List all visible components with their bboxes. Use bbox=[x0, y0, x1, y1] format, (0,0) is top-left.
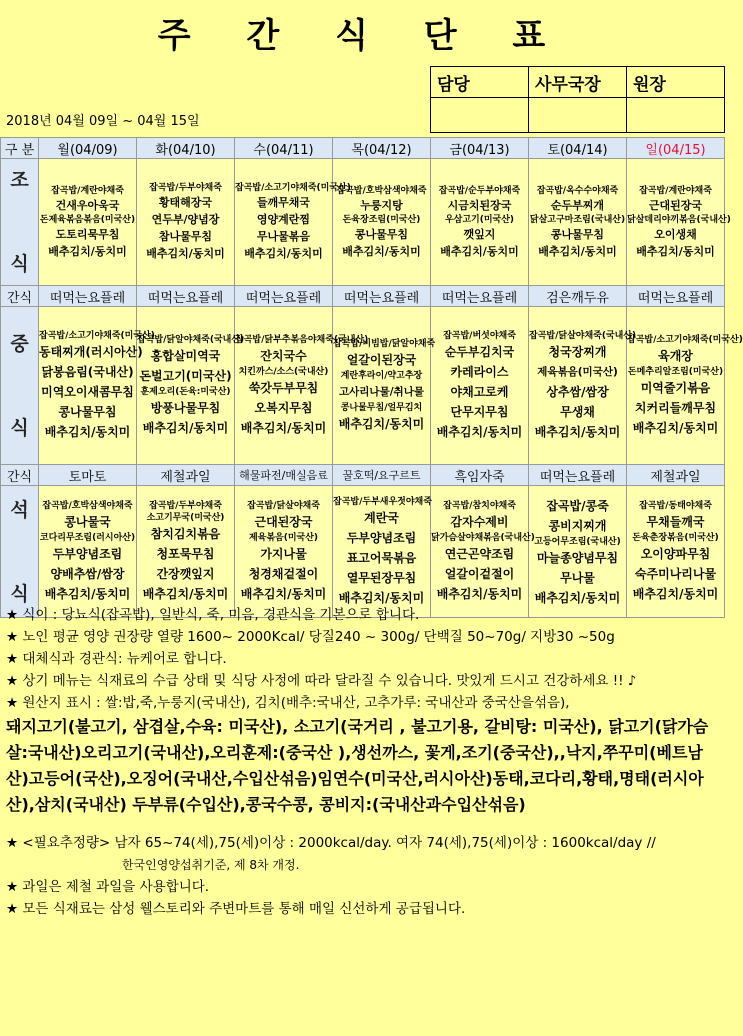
menu-item: 잡곡밥/참치야채죽 bbox=[443, 500, 516, 511]
menu-item: 닭살고구마조림(국내산) bbox=[529, 214, 626, 225]
note-menu-change: ★ 상기 메뉴는 식재료의 수급 상태 및 식당 사정에 따라 달라질 수 있습니다. 맛있게 드시고 건강하세요 !! ♪ bbox=[6, 673, 637, 689]
day-header-2: 수(04/11) bbox=[235, 138, 333, 159]
menu-item: 배추김치/동치미 bbox=[632, 586, 719, 601]
menu-item: 참나물무침 bbox=[158, 230, 213, 243]
menu-item: 잡곡밥/소고기야채죽(미국산) bbox=[235, 183, 351, 193]
menu-item: 제육볶음(미국산) bbox=[537, 365, 618, 378]
snack1-item-0: 떠먹는요플레 bbox=[39, 286, 137, 307]
note-requirement-source: 한국인영양섭취기준, 제 8차 개정. bbox=[122, 858, 300, 872]
approval-manager-label: 사무국장 bbox=[529, 67, 627, 98]
menu-item: 닭살데리야끼볶음(국내산) bbox=[627, 214, 731, 225]
weekly-menu-table bbox=[0, 137, 743, 618]
menu-item: 배추김치/동치미 bbox=[244, 247, 323, 260]
menu-item: 미역오이새콤무침 bbox=[41, 384, 134, 399]
menu-item: 오이생채 bbox=[654, 227, 697, 241]
menu-item: 깻잎지 bbox=[463, 227, 496, 241]
approval-staff-label: 담당 bbox=[431, 67, 529, 98]
menu-item: 시금치된장국 bbox=[447, 198, 512, 212]
menu-item: 콩나물국 bbox=[64, 514, 111, 529]
approval-box bbox=[430, 66, 725, 133]
note-origin-detail: 돼지고기(불고기, 삼겹살,수육: 미국산), 소고기(국거리 , 불고기용, 갈비탕: 미국산), 닭고기(닭가슴살:국내산)오리고기(국내산),오리훈제:(중국산 ),생선까스, 꽃게,조기(중국산),,낙지,쭈꾸미(베트남산)고등어(국산),오징어(국내산,수입산섞음)임연수(미국산,러시아산)동태,코다리,황태,명태(러시아산),삼치(국내산) 두부류(수입산),콩국수콩, 콩비지:(국내산과수입산섞음) bbox=[6, 717, 709, 814]
menu-item: 콩비지찌개 bbox=[548, 518, 607, 533]
menu-item: 청포묵무침 bbox=[156, 546, 215, 561]
snack1-item-3: 떠먹는요플레 bbox=[333, 286, 431, 307]
note-supplier: ★ 모든 식재료는 삼성 웰스토리와 주변마트를 통해 매일 신선하게 공급됩니다. bbox=[6, 901, 466, 917]
menu-item: 콩나물무침/얼무김치 bbox=[340, 402, 423, 413]
snack1-item-1: 떠먹는요플레 bbox=[137, 286, 235, 307]
menu-item: 잔치국수 bbox=[260, 348, 307, 363]
menu-item: 코다리무조림(러시아산) bbox=[39, 532, 136, 543]
menu-item: 배추김치/동치미 bbox=[342, 244, 421, 258]
menu-item: 단무지무침 bbox=[450, 404, 509, 419]
menu-item: 잡곡밥/닭부추볶음야채죽(국내산) bbox=[235, 334, 369, 345]
menu-item: 두부양념조림 bbox=[52, 546, 123, 561]
menu-item: 잡곡밥/닭알야채죽(국내산) bbox=[137, 334, 245, 345]
breakfast-cell-2 bbox=[235, 159, 351, 286]
menu-item: 잡곡밥/두부야채죽 bbox=[149, 183, 222, 193]
snack2-item-6: 제철과일 bbox=[627, 465, 725, 486]
menu-item: 오이양파무침 bbox=[640, 546, 711, 561]
menu-item: 돈제육볶음볶음(미국산) bbox=[39, 214, 136, 225]
menu-item: 닭봉음림(국내산) bbox=[41, 364, 134, 379]
menu-item: 육개장 bbox=[658, 348, 693, 363]
menu-item: 청경채겉절이 bbox=[248, 566, 319, 581]
dinner-cell-4 bbox=[431, 486, 535, 618]
menu-item: 제육볶음(미국산) bbox=[248, 532, 319, 543]
snack1-item-5: 검은깨두유 bbox=[529, 286, 627, 307]
snack2-item-2: 해물파전/매실음료 bbox=[235, 465, 333, 486]
note-nutrition: ★ 노인 평균 영양 권장량 열량 1600~ 2000Kcal/ 당질240 ~ 300g/ 단백질 50~70g/ 지방30 ~50g bbox=[6, 629, 615, 645]
snack1-label: 간식 bbox=[1, 286, 39, 307]
snack1-item-4: 떠먹는요플레 bbox=[431, 286, 529, 307]
breakfast-cell-1 bbox=[137, 159, 235, 286]
menu-item: 잡곡밥/두부야채죽 bbox=[149, 500, 222, 511]
menu-item: 잡곡밥/소고기야채죽(미국산) bbox=[627, 334, 743, 345]
menu-item: 배추김치/동치미 bbox=[240, 586, 327, 601]
menu-item: 야채고로케 bbox=[450, 384, 509, 399]
note-diet: ★ 식이 : 당뇨식(잡곡밥), 일반식, 죽, 미음, 경관식을 기본으로 합니다. bbox=[6, 607, 420, 623]
menu-item: 소고기무국(미국산) bbox=[146, 512, 225, 523]
menu-item: 배추김치/동치미 bbox=[240, 420, 327, 435]
lunch-cell-2 bbox=[235, 307, 369, 465]
menu-item: 배추김치/동치미 bbox=[338, 416, 425, 431]
approval-director-sign bbox=[627, 98, 725, 133]
lunch-cell-4 bbox=[431, 307, 529, 465]
snack2-item-1: 제철과일 bbox=[137, 465, 235, 486]
menu-item: 잡곡밥/호박삼색야채죽 bbox=[336, 185, 427, 196]
menu-item: 동태찌개(러시아산) bbox=[39, 344, 143, 359]
menu-item: 들깨무채국 bbox=[256, 196, 311, 209]
lunch-cell-3 bbox=[333, 307, 436, 465]
menu-item: 치커리들깨무침 bbox=[634, 400, 717, 415]
approval-director-label: 원장 bbox=[627, 67, 725, 98]
menu-item: 잡곡밥/동태야채죽 bbox=[639, 500, 712, 511]
snack2-label: 간식 bbox=[1, 465, 39, 486]
day-header-1: 화(04/10) bbox=[137, 138, 235, 159]
header-label: 구 분 bbox=[1, 138, 39, 159]
menu-item: 우삼고기(미국산) bbox=[444, 214, 515, 225]
menu-item: 영양계란찜 bbox=[256, 213, 311, 226]
menu-item: 연근곤약조림 bbox=[444, 546, 515, 561]
menu-item: 근대된장국 bbox=[648, 198, 703, 212]
menu-item: 홍합살미역국 bbox=[150, 348, 221, 363]
menu-item: 누룽지탕 bbox=[360, 198, 403, 212]
menu-item: 배추김치/동치미 bbox=[44, 424, 131, 439]
note-requirement: ★ <필요추정량> 남자 65~74(세),75(세)이상 : 2000kcal/day. 여자 74(세),75(세)이상 : 1600kcal/day // bbox=[6, 835, 656, 851]
dinner-cell-6 bbox=[627, 486, 725, 618]
menu-item: 쑥갓두부무침 bbox=[248, 380, 319, 395]
day-header-row bbox=[1, 138, 725, 159]
menu-item: 숙주미나리나물 bbox=[634, 566, 717, 581]
dinner-cell-5 bbox=[529, 486, 627, 618]
lunch-label: 중 식 bbox=[1, 307, 39, 465]
menu-item: 얼갈이된장국 bbox=[346, 352, 417, 367]
menu-item: 콩나물무침 bbox=[550, 227, 605, 241]
menu-item: 배추김치/동치미 bbox=[142, 586, 229, 601]
snack1-item-6: 떠먹는요플레 bbox=[627, 286, 725, 307]
day-header-3: 목(04/12) bbox=[333, 138, 431, 159]
menu-item: 건새우아욱국 bbox=[55, 198, 120, 212]
snack1-item-2: 떠먹는요플레 bbox=[235, 286, 333, 307]
menu-item: 치킨까스/소스(국내산) bbox=[238, 366, 329, 377]
menu-item: 미역줄기볶음 bbox=[640, 380, 711, 395]
snack1-row bbox=[1, 286, 725, 307]
snack2-item-4: 흑임자죽 bbox=[431, 465, 529, 486]
menu-item: 배추김치/동치미 bbox=[440, 244, 519, 258]
menu-item: 배추김치/동치미 bbox=[146, 247, 225, 260]
menu-item: 근대된장국 bbox=[254, 514, 313, 529]
menu-period: 2018년 04월 09일 ~ 04월 15일 bbox=[6, 114, 200, 129]
breakfast-row bbox=[1, 159, 725, 286]
menu-item: 잡곡밥/소고기야채죽(미국산) bbox=[39, 330, 155, 341]
menu-item: 잡곡밥/순두부야채죽 bbox=[438, 185, 521, 196]
breakfast-cell-4 bbox=[431, 159, 529, 286]
menu-item: 잡곡밥/계란야채죽 bbox=[639, 185, 712, 196]
menu-item: 무생채 bbox=[560, 404, 595, 419]
menu-item: 방풍나물무침 bbox=[150, 400, 221, 415]
breakfast-cell-0 bbox=[39, 159, 137, 286]
menu-item: 간장깻잎지 bbox=[156, 566, 215, 581]
menu-item: 잡곡밥/비빔밥/닭알야채죽 bbox=[333, 338, 436, 349]
menu-item: 잡곡밥/콩죽 bbox=[546, 498, 609, 513]
menu-item: 훈제오리(돈육:미국산) bbox=[140, 386, 231, 397]
menu-item: 잡곡밥/두부새우젓야채죽 bbox=[333, 496, 432, 507]
lunch-cell-0 bbox=[39, 307, 155, 465]
lunch-cell-6 bbox=[627, 307, 743, 465]
dinner-cell-2 bbox=[235, 486, 333, 618]
day-header-4: 금(04/13) bbox=[431, 138, 529, 159]
note-origin: ★ 원산지 표시 : 쌀:밥,죽,누룽지(국내산), 김치(배추:국내산, 고추가루: 국내산과 중국산을섞음), bbox=[6, 695, 570, 711]
lunch-row bbox=[1, 307, 725, 465]
menu-item: 배추김치/동치미 bbox=[538, 244, 617, 258]
menu-item: 무나물볶음 bbox=[256, 230, 311, 243]
menu-item: 잡곡밥/닭살야채죽 bbox=[247, 500, 320, 511]
page-title: 주 간 식 단 표 bbox=[157, 16, 568, 56]
menu-item: 무채들깨국 bbox=[646, 514, 705, 529]
lunch-cell-5 bbox=[529, 307, 637, 465]
menu-item: 배추김치/동치미 bbox=[436, 586, 523, 601]
menu-item: 돈육춘장볶음(미국산) bbox=[632, 532, 719, 543]
snack2-item-3: 꿀호떡/요구르트 bbox=[333, 465, 431, 486]
menu-item: 잡곡밥/옥수수야채죽 bbox=[536, 185, 619, 196]
menu-item: 돈벌고기(미국산) bbox=[139, 368, 232, 383]
note-substitute: ★ 대체식과 경관식: 뉴케어로 합니다. bbox=[6, 651, 227, 667]
menu-item: 표고어묵볶음 bbox=[346, 550, 417, 565]
dinner-cell-0 bbox=[39, 486, 137, 618]
menu-item: 양배추쌈/쌈장 bbox=[50, 566, 125, 581]
menu-item: 감자수제비 bbox=[450, 514, 509, 529]
breakfast-cell-6 bbox=[627, 159, 731, 286]
menu-item: 계란후라이/약고추장 bbox=[340, 370, 423, 381]
menu-item: 카레라이스 bbox=[450, 364, 509, 379]
menu-item: 고사리나물/취나물 bbox=[339, 385, 424, 398]
menu-item: 얼갈이겉절이 bbox=[444, 566, 515, 581]
menu-item: 열무된장무침 bbox=[346, 570, 417, 585]
menu-item: 도토리묵무침 bbox=[55, 227, 120, 241]
day-header-5: 토(04/14) bbox=[529, 138, 627, 159]
notes-section bbox=[6, 604, 720, 920]
menu-item: 마늘종양념무침 bbox=[536, 550, 619, 565]
menu-item: 돈육장조림(미국산) bbox=[342, 214, 421, 225]
menu-item: 오복지무침 bbox=[254, 400, 313, 415]
approval-staff-sign bbox=[431, 98, 529, 133]
menu-item: 고등어무조림(국내산) bbox=[534, 536, 621, 547]
menu-item: 배추김치/동치미 bbox=[636, 244, 715, 258]
dinner-label: 석 식 bbox=[1, 486, 39, 618]
menu-item: 닭가슴살야채볶음(국내산) bbox=[431, 532, 535, 543]
menu-item: 돈메추리알조림(미국산) bbox=[627, 366, 724, 377]
breakfast-label: 조 식 bbox=[1, 159, 39, 286]
menu-item: 상추쌈/쌈장 bbox=[546, 384, 609, 399]
breakfast-cell-5 bbox=[529, 159, 627, 286]
menu-item: 콩나물무침 bbox=[58, 404, 117, 419]
dinner-cell-1 bbox=[137, 486, 235, 618]
menu-item: 잡곡밥/호박삼색야채죽 bbox=[42, 500, 133, 511]
menu-item: 콩나물무침 bbox=[354, 227, 409, 241]
breakfast-cell-3 bbox=[333, 159, 431, 286]
menu-item: 잡곡밥/버섯야채죽 bbox=[443, 330, 516, 341]
day-header-0: 월(04/09) bbox=[39, 138, 137, 159]
menu-item: 배추김치/동치미 bbox=[44, 586, 131, 601]
menu-item: 잡곡밥/닭살야채죽(국내산) bbox=[529, 330, 637, 341]
menu-item: 배추김치/동치미 bbox=[338, 590, 425, 605]
menu-item: 황태해장국 bbox=[158, 196, 213, 209]
menu-item: 계란국 bbox=[364, 510, 399, 525]
menu-item: 배추김치/동치미 bbox=[534, 424, 621, 439]
menu-item: 청국장찌개 bbox=[548, 344, 607, 359]
menu-item: 무나물 bbox=[560, 570, 595, 585]
menu-item: 순두부김치국 bbox=[444, 344, 515, 359]
snack2-item-0: 토마토 bbox=[39, 465, 137, 486]
menu-item: 참치김치볶음 bbox=[150, 526, 221, 541]
menu-item: 가지나물 bbox=[260, 546, 307, 561]
menu-item: 배추김치/동치미 bbox=[142, 420, 229, 435]
approval-manager-sign bbox=[529, 98, 627, 133]
menu-item: 두부양념조림 bbox=[346, 530, 417, 545]
snack2-row bbox=[1, 465, 725, 486]
dinner-row bbox=[1, 486, 725, 618]
dinner-cell-3 bbox=[333, 486, 431, 618]
menu-item: 배추김치/동치미 bbox=[48, 244, 127, 258]
menu-item: 배추김치/동치미 bbox=[632, 420, 719, 435]
menu-item: 배추김치/동치미 bbox=[436, 424, 523, 439]
day-header-6: 일(04/15) bbox=[627, 138, 725, 159]
menu-item: 잡곡밥/계란야채죽 bbox=[51, 185, 124, 196]
snack2-item-5: 떠먹는요플레 bbox=[529, 465, 627, 486]
menu-item: 배추김치/동치미 bbox=[534, 590, 621, 605]
menu-item: 연두부/양념장 bbox=[151, 213, 220, 226]
note-fruit: ★ 과일은 제철 과일을 사용합니다. bbox=[6, 879, 210, 895]
menu-item: 순두부찌개 bbox=[550, 198, 605, 212]
